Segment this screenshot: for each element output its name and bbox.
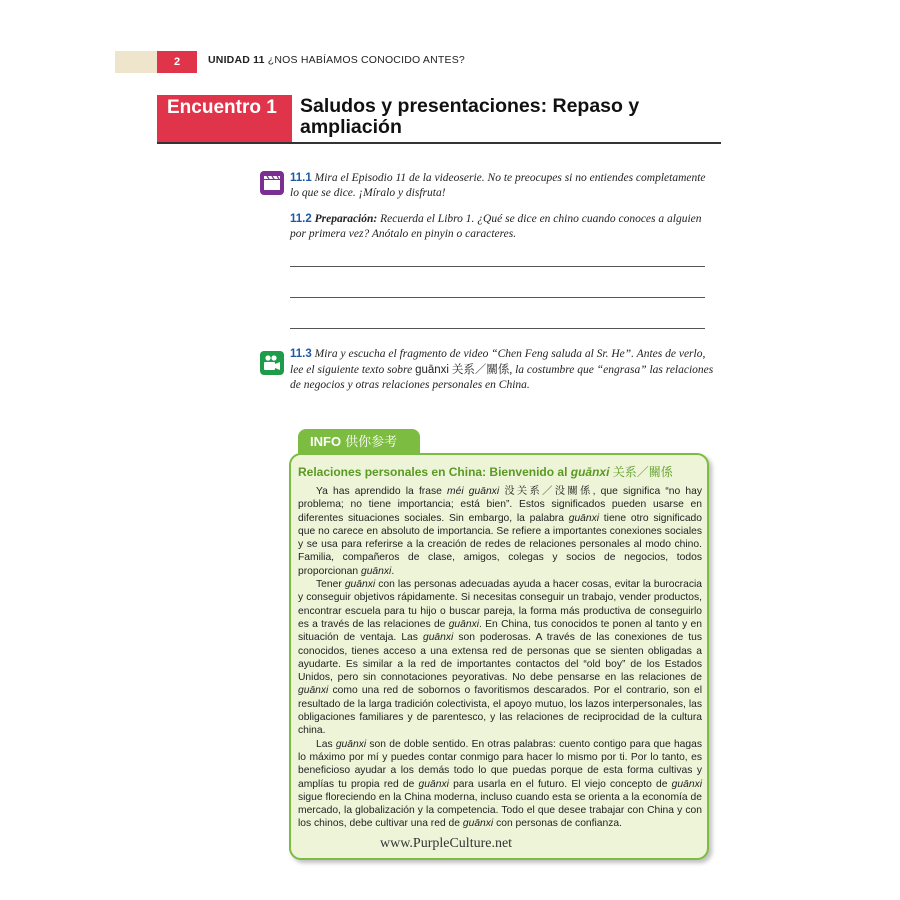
chinese-term: 没关系／没關係 (504, 485, 593, 497)
activity-11-1 (290, 171, 715, 201)
unit-title: ¿NOS HABÍAMOS CONOCIDO ANTES? (267, 54, 465, 66)
text-run: sigue floreciendo en la China moderna, incluso cuando esta se orienta a la economía de mercado, la globalización y la competencia. Todo el que desee trabajar con China y con los chinos, debe cultivar una red de (298, 791, 702, 830)
activity-11-3 (290, 347, 715, 393)
pinyin-term: guānxi (360, 565, 392, 577)
info-title-chinese: 关系／關係 (612, 465, 673, 479)
pinyin-term: méi guānxi (447, 486, 500, 497)
text-run: Tener (316, 579, 345, 591)
page-number: 2 (157, 51, 197, 73)
info-paragraph-1 (298, 485, 702, 578)
pinyin-term: guānxi (671, 778, 703, 790)
pinyin-term: guānxi (422, 632, 454, 644)
answer-line[interactable] (290, 266, 705, 267)
section-label: Encuentro 1 (157, 95, 292, 142)
pinyin-term: guānxi (418, 778, 449, 790)
text-run: . (391, 565, 395, 577)
answer-line[interactable] (290, 328, 705, 329)
info-paragraph-2 (298, 578, 702, 738)
info-title-prefix: Relaciones personales en China: Bienvenido al (298, 465, 568, 479)
activity-number: 11.3 (290, 348, 312, 360)
text-run: , que significa “no hay problema; no tiene importancia; está bien”. Estos significados pueden usarse en diferentes situaciones sociales. Sin embargo, la palabra (298, 486, 702, 524)
activity-11-2 (290, 212, 715, 242)
answer-line[interactable] (290, 297, 705, 298)
text-run: para usarla en el futuro. El viejo concepto de (448, 778, 672, 790)
info-body (298, 485, 702, 831)
text-run: son poderosas. A través de las conexiones de tus conocidos, tienes acceso a una extensa red de personas que se sienten obligadas a ayudarte. Es similar a la red de importantes contactos del “old boy” de los Estados Unidos, pero sin connotaciones peyorativas. No debe pensarse en las relaciones de (298, 632, 702, 684)
text-run: Las (316, 738, 336, 750)
section-title: Saludos y presentaciones: Repaso y ampliación (300, 95, 640, 138)
header-decor-strip (115, 51, 157, 73)
activity-label: Preparación: (314, 213, 378, 225)
activity-number: 11.1 (290, 172, 312, 184)
text-run: tiene otro significado que no carece en absoluto de importancia. Se refiere a importantes conexiones sociales y se usa para referirse a la creación de redes de relaciones personales al modo chino. Familia, compañeros de clase, amigos, colegas y socios de negocios, todos proporcionan (298, 512, 702, 577)
activity-text: Recuerda el Libro 1. ¿Qué se dice en chino cuando conoces a alguien por primera vez? Anótalo en pinyin o caracteres. (290, 213, 702, 240)
pinyin-term: guānxi (298, 685, 329, 697)
video-camera-icon (260, 351, 284, 375)
info-title (298, 463, 708, 480)
pinyin-term: guānxi (344, 579, 376, 591)
unit-label: UNIDAD 11 (208, 54, 265, 66)
activity-chinese: 关系／關係 (451, 362, 510, 376)
watermark: www.PurpleCulture.net (380, 836, 513, 851)
pinyin-term: guānxi (448, 618, 480, 630)
text-run: con las personas adecuadas ayuda a hacer cosas, evitar la burocracia y conseguir objetivos rápidamente. Si necesitas conseguir un trabajo, vender productos, encontrar escuela para tu hijo o buscar pareja, la forma más productiva de conseguirlo es a través de las relaciones de (298, 579, 702, 630)
running-header (208, 54, 465, 66)
activity-pinyin: guānxi (415, 364, 449, 376)
pinyin-term: guānxi (335, 738, 367, 750)
activity-text-before: Mira y escucha el fragmento de video “Chen Feng saluda al Sr. He”. Antes de verlo, lee el siguiente texto sobre (290, 348, 706, 376)
text-run: Ya has aprendido la frase (316, 486, 448, 497)
info-tab (298, 429, 420, 454)
info-paragraph-3 (298, 738, 702, 831)
info-tab-chinese: 供你参考 (345, 435, 398, 450)
text-run: son de doble sentido. En otras palabras: cuento contigo para que hagas lo máximo por mí y puedes contar conmigo para hacer lo mismo por ti. Por lo tanto, es beneficioso ayudar a los demás todo lo que puedas porque de esta forma cultivas y amplías tu propia red de (298, 738, 702, 790)
activity-text: Mira el Episodio 11 de la videoserie. No te preocupes si no entiendes completamente lo que se dice. ¡Míralo y disfruta! (290, 172, 706, 199)
text-run: . En China, tus conocidos te ponen al tanto y en situación de ventaja. Las (298, 618, 703, 644)
info-title-pinyin: guānxi (570, 465, 610, 479)
text-run: con personas de confianza. (493, 818, 622, 830)
activity-text-after: , la costumbre que “engrasa” las relaciones de negocios y otras relaciones personales en China. (290, 364, 714, 391)
video-clapper-icon (260, 171, 284, 195)
pinyin-term: guānxi (462, 818, 494, 830)
text-run: como una red de sobornos o favoritismos descarados. Por el contrario, son el resultado de la larga tradición colectivista, el apoyo mutuo, los lazos interpersonales, las obligaciones familiares y de parentesco, y las relaciones de reciprocidad de la cultura china. (298, 685, 702, 737)
activity-number: 11.2 (290, 213, 312, 225)
section-rule (157, 142, 721, 144)
info-tab-label: INFO (310, 434, 342, 449)
pinyin-term: guānxi (568, 512, 600, 524)
